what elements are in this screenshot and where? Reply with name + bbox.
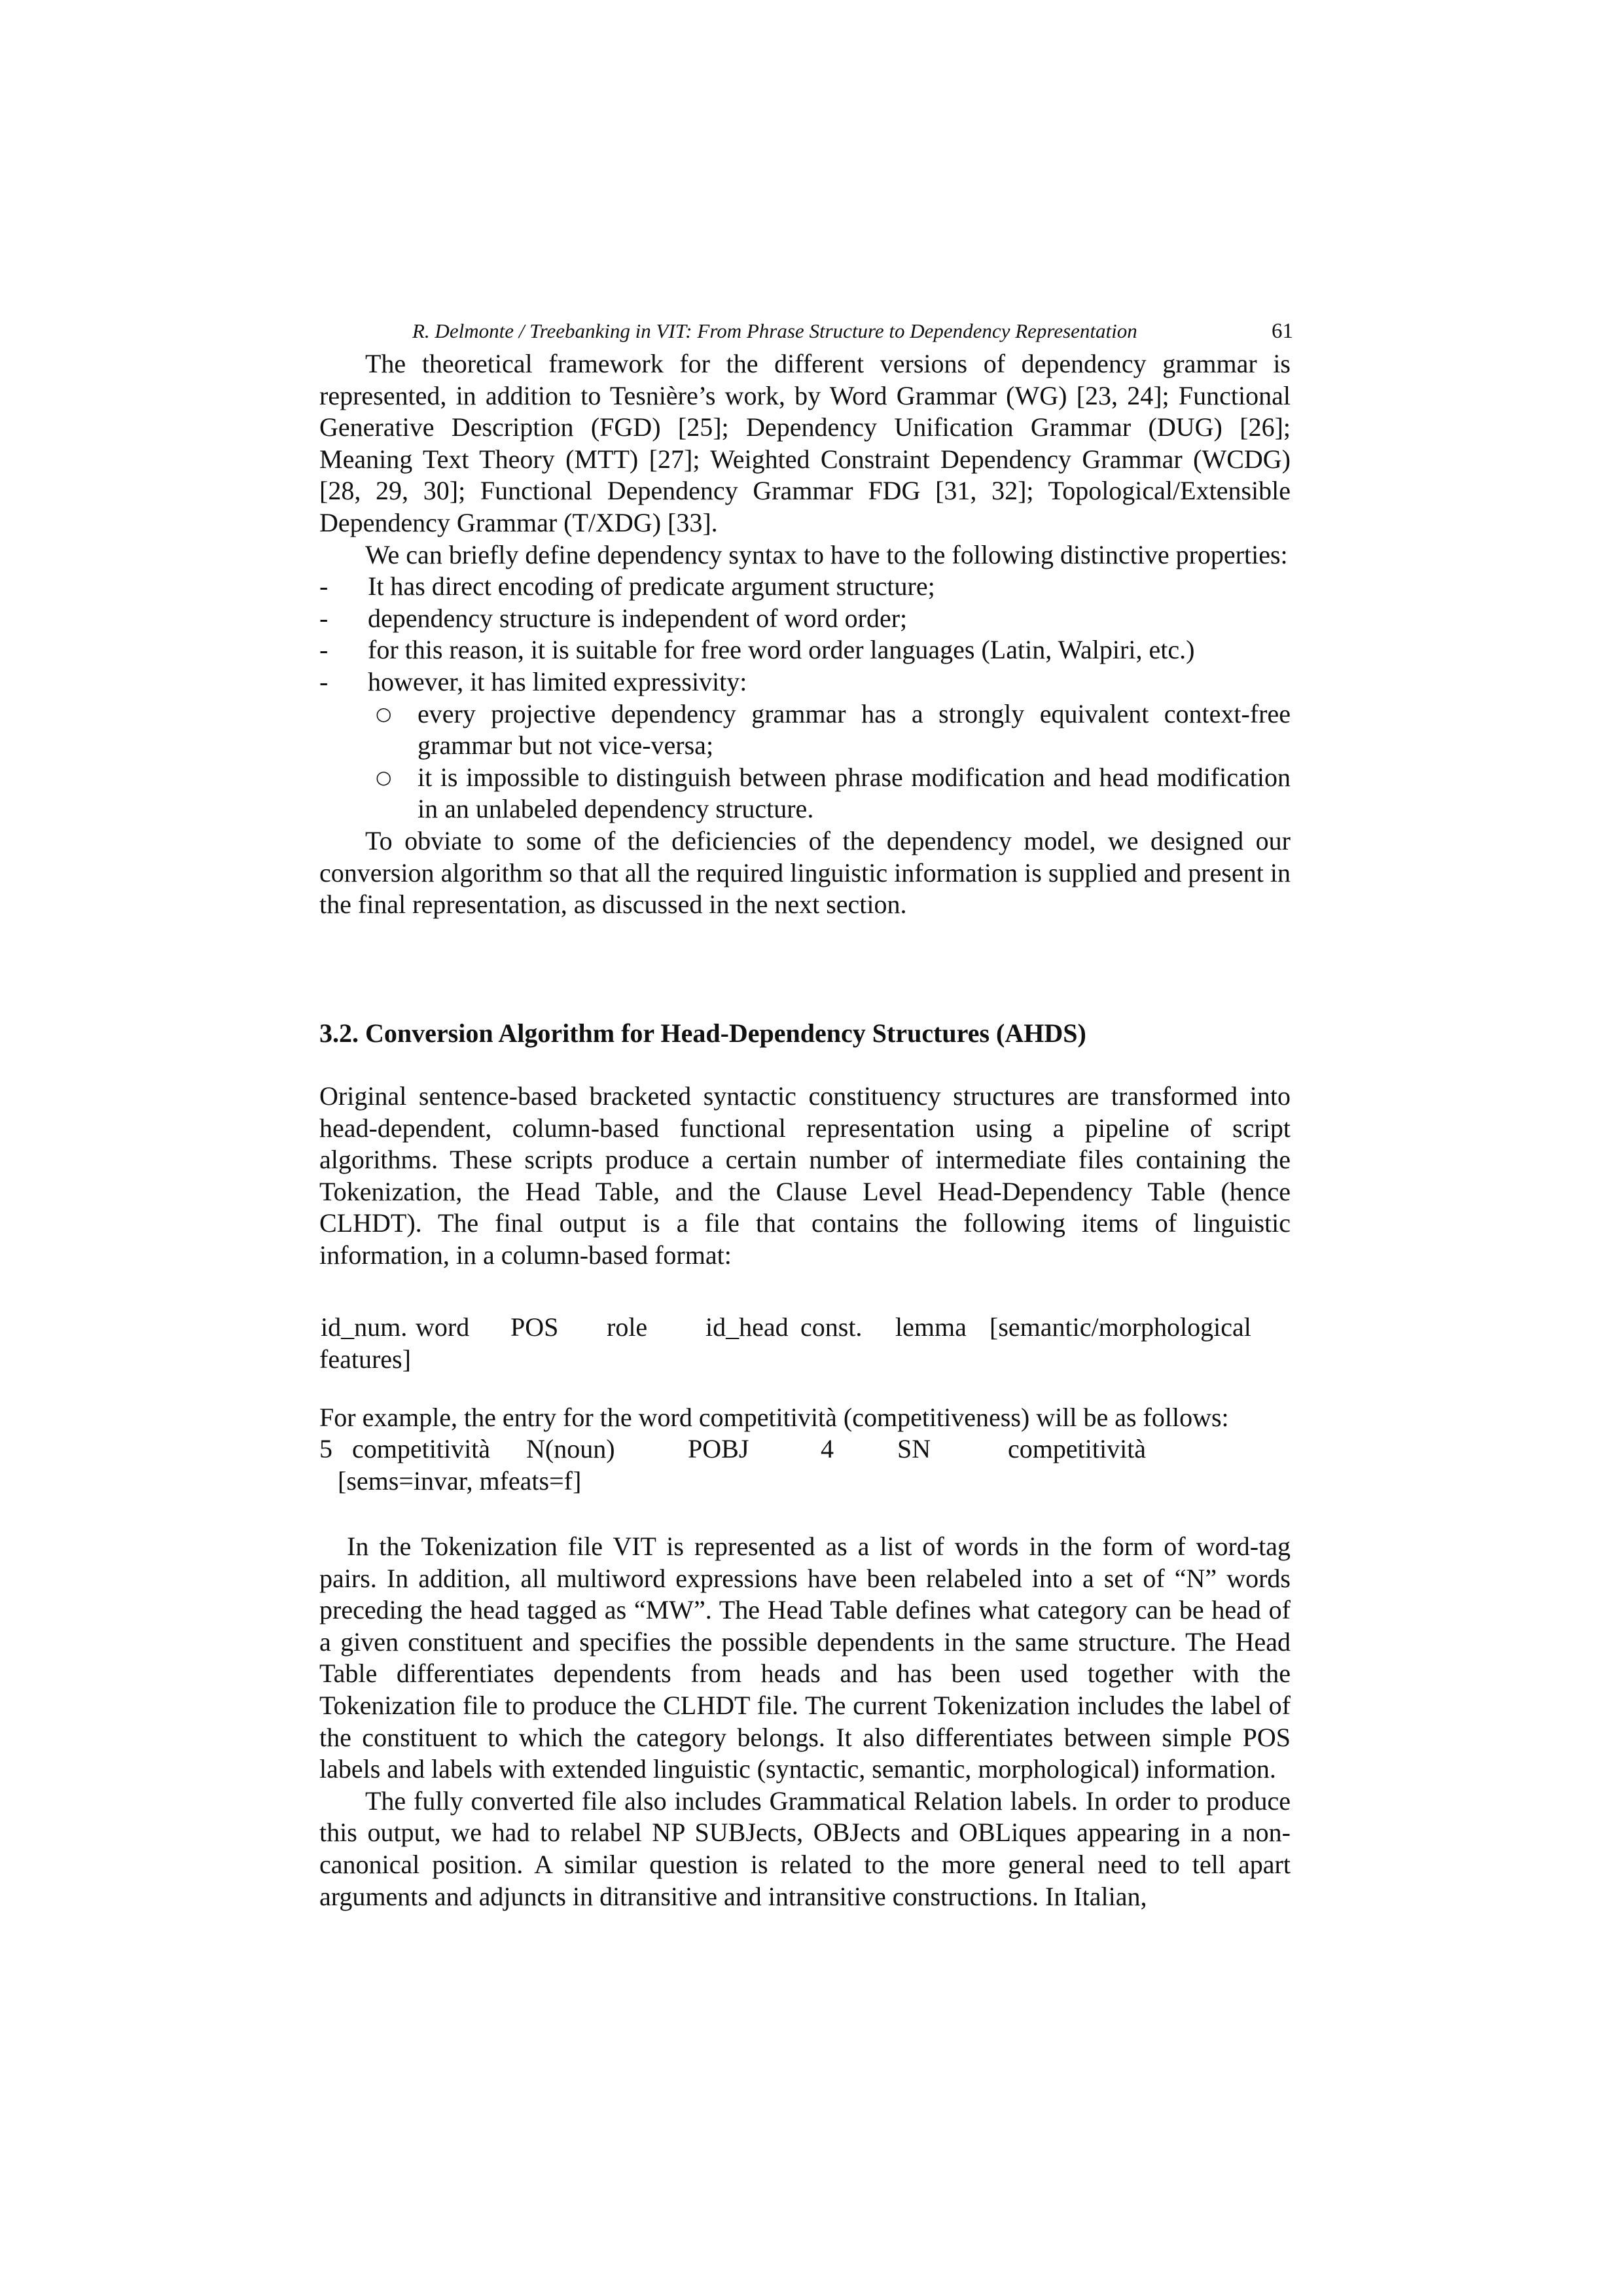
paragraph: In the Tokenization file VIT is represented as a list of words in the form of word-tag pairs. In addition, all multiword expressions have been relabeled into a set of “N” words preceding the head tagged as “MW”. The Head Table defines what category can be head of a given constituent and specifies the possible dependents in the same structure. The Head Table differentiates dependents from heads and has been used together with the Tokenization file to produce the CLHDT file. The current Tokenization includes the label of the constituent to which the category belongs. It also differentiates between simple POS labels and labels with extended linguistic (syntactic, semantic, morphological) information. [319, 1532, 1291, 1784]
column-id-num: id_num. [321, 1312, 408, 1342]
running-head: R. Delmonte / Treebanking in VIT: From Phrase Structure to Dependency Representation [412, 319, 1137, 342]
example-head: 4 [821, 1434, 834, 1463]
paragraph: To obviate to some of the deficiencies of the dependency model, we designed our conversion algorithm so that all the required linguistic information is supplied and present in the final representation, as discussed in the next section. [319, 825, 1291, 920]
sub-list-item: ○ it is impossible to distinguish between phrase modification and head modification in an unlabeled dependency structure. [376, 762, 1291, 824]
example-pos: N(noun) [526, 1434, 615, 1463]
paragraph: The fully converted file also includes Grammatical Relation labels. In order to produce this output, we had to relabel NP SUBJects, OBJects and OBLiques appearing in a non-canonical position. A similar question is related to the more general need to tell apart arguments and adjuncts in ditransitive and intransitive constructions. In Italian, [319, 1785, 1291, 1911]
example-role: POBJ [688, 1434, 749, 1463]
example-id: 5 [319, 1434, 332, 1463]
example-const: SN [897, 1434, 931, 1463]
section-heading: 3.2. Conversion Algorithm for Head-Dependency Structures (AHDS) [319, 1018, 1086, 1048]
paragraph: We can briefly define dependency syntax to have to the following distinctive properties: [365, 539, 1288, 569]
paragraph: Original sentence-based bracketed syntactic constituency structures are transformed into head-dependent, column-based functional representation using a pipeline of script algorithms. These scripts produce a certain number of intermediate files containing the Tokenization, the Head Table, and the Clause Level Head-Dependency Table (hence CLHDT). The final output is a file that contains the following items of linguistic information, in a column-based format: [319, 1081, 1291, 1270]
circle-bullet-icon: ○ [376, 702, 392, 725]
page-number: 61 [1272, 319, 1293, 343]
section-paragraph [319, 1081, 1291, 1272]
column-features-continued: features] [319, 1344, 411, 1374]
paragraph: The theoretical framework for the different versions of dependency grammar is represented, in addition to Tesnière’s work, by Word Grammar (WG) [23, 24]; Functional Generative Description (FGD) [25]; Dependency Unification Grammar (DUG) [26]; Meaning Text Theory (MTT) [27]; Weighted Constraint Dependency Grammar (WCDG) [28, 29, 30]; Functional Dependency Grammar FDG [31, 32]; Topological/Extensible Dependency Grammar (T/XDG) [33]. [319, 349, 1291, 537]
list-item: - It has direct encoding of predicate argument structure; [319, 571, 1291, 603]
column-id-head: id_head [705, 1312, 789, 1342]
sub-list-item: ○ every projective dependency grammar has a strongly equivalent context-free grammar but not vice-versa; [376, 698, 1291, 761]
intro-section [319, 348, 1291, 921]
dash-marker: - [319, 666, 329, 696]
column-const: const. [800, 1312, 863, 1342]
list-item: - however, it has limited expressivity: [319, 666, 1291, 698]
example-word: competitività [352, 1434, 491, 1463]
example-intro: For example, the entry for the word competitività (competitiveness) will be as follows: [319, 1403, 1229, 1432]
column-pos: POS [510, 1312, 559, 1342]
column-word: word [416, 1312, 470, 1342]
list-item: - dependency structure is independent of word order; [319, 603, 1291, 635]
example-features: [sems=invar, mfeats=f] [338, 1466, 582, 1496]
column-role: role [607, 1312, 648, 1342]
example-lemma: competitività [1008, 1434, 1147, 1463]
circle-bullet-icon: ○ [376, 766, 392, 788]
column-features: [semantic/morphological [990, 1312, 1251, 1342]
list-item: - for this reason, it is suitable for free word order languages (Latin, Walpiri, etc.) [319, 634, 1291, 666]
dash-marker: - [319, 571, 329, 601]
body-section [319, 1531, 1291, 1912]
column-lemma: lemma [895, 1312, 967, 1342]
example-entry [319, 1433, 1301, 1465]
dash-marker: - [319, 603, 329, 633]
dash-marker: - [319, 635, 329, 665]
